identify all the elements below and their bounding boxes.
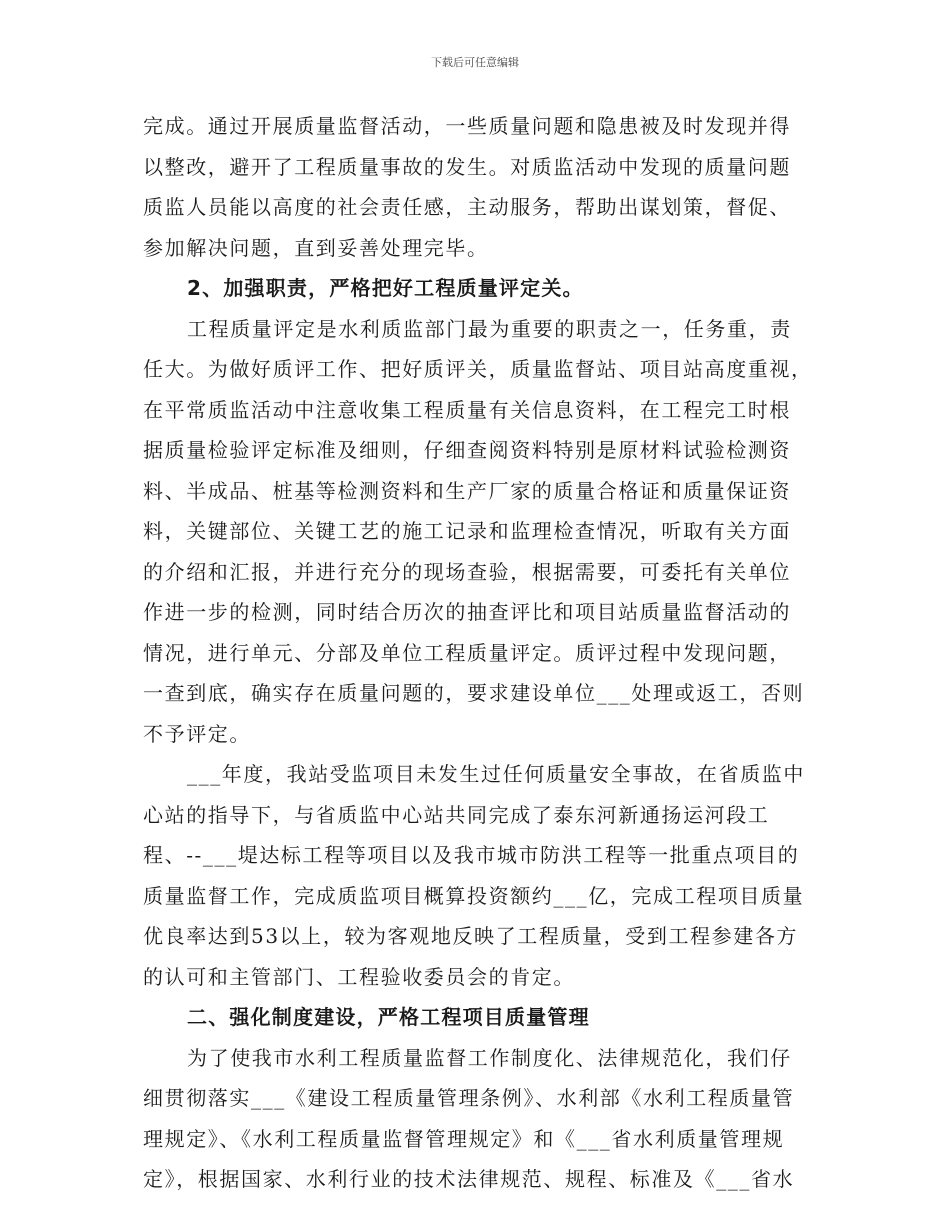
text-line: 不予评定。 <box>143 721 251 746</box>
text-line: 作进一步的检测，同时结合历次的抽查评比和项目站质量监督活动的 <box>143 600 791 624</box>
text-line: 料，关键部位、关键工艺的施工记录和监理检查情况，听取有关方面 <box>143 519 791 543</box>
text-line: 参加解决问题，直到妥善处理完毕。 <box>143 235 489 260</box>
text-line: 定》，根据国家、水利行业的技术法律规范、规程、标准及《___省水 <box>143 1167 795 1191</box>
text-line: 料、半成品、桩基等检测资料和生产厂家的质量合格证和质量保证资 <box>143 478 791 503</box>
text-line: 的认可和主管部门、工程验收委员会的肯定。 <box>143 964 575 989</box>
text-line: 心站的指导下，与省质监中心站共同完成了泰东河新通扬运河段工 <box>143 802 770 827</box>
section-heading: 二、强化制度建设，严格工程项目质量管理 <box>187 1005 590 1029</box>
text-line: 细贯彻落实___《建设工程质量管理条例》、水利部《水利工程质量管 <box>143 1086 795 1110</box>
text-line: 质量监督工作，完成质监项目概算投资额约___亿，完成工程项目质量 <box>143 883 805 908</box>
text-line: 的介绍和汇报，并进行充分的现场查验，根据需要，可委托有关单位 <box>143 559 791 584</box>
text-line: 完成。通过开展质量监督活动，一些质量问题和隐患被及时发现并得 <box>143 114 791 138</box>
text-line: 情况，进行单元、分部及单位工程质量评定。质评过程中发现问题， <box>143 640 791 665</box>
text-line: 理规定》、《水利工程质量监督管理规定》和《___省水利质量管理规 <box>143 1126 785 1151</box>
text-line: 为了使我市水利工程质量监督工作制度化、法律规范化，我们仔 <box>187 1045 792 1070</box>
text-line: 任大。为做好质评工作、把好质评关，质量监督站、项目站高度重视， <box>143 357 813 381</box>
document-body <box>143 106 815 1200</box>
text-line: 工程质量评定是水利质监部门最为重要的职责之一，任务重，责 <box>187 316 792 341</box>
text-line: 在平常质监活动中注意收集工程质量有关信息资料，在工程完工时根 <box>143 397 791 422</box>
section-heading: 2、加强职责，严格把好工程质量评定关。 <box>187 276 584 300</box>
page-header: 下载后可任意编辑 <box>431 56 519 69</box>
text-line: 一查到底，确实存在质量问题的，要求建设单位___处理或返工，否则 <box>143 681 805 705</box>
text-line: 程、--___堤达标工程等项目以及我市城市防洪工程等一批重点项目的 <box>143 843 800 867</box>
text-line: ___年度，我站受监项目未发生过任何质量安全事故，在省质监中 <box>187 762 805 786</box>
text-line: 优良率达到53以上，较为客观地反映了工程质量，受到工程参建各方 <box>143 924 799 948</box>
text-line: 质监人员能以高度的社会责任感，主动服务，帮助出谋划策，督促、 <box>143 195 791 219</box>
text-line: 以整改，避开了工程质量事故的发生。对质监活动中发现的质量问题 <box>143 154 791 179</box>
text-line: 据质量检验评定标准及细则，仔细查阅资料特别是原材料试验检测资 <box>143 438 791 462</box>
